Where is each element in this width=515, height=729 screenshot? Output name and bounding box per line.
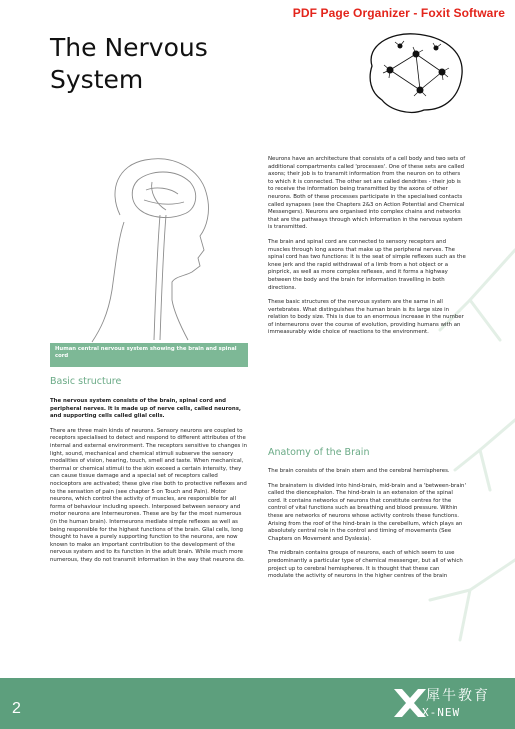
anatomy-heading: Anatomy of the Brain: [268, 447, 370, 458]
spinal-cord-paragraph: The brain and spinal cord are connected to sensory receptors and muscles through long axons that make up the peripheral nerves. The spinal cord has two functions: it is the seat of simple reflexes such as the knee jerk and the rapid withdrawal of a limb from a hot object or a pinprick, as well as more complex reflexes, and it forms a highway between the body and the brain for information travelling in both directions.: [268, 238, 466, 291]
logo-chinese-text: 犀牛教育: [426, 688, 490, 704]
vertebrates-paragraph: These basic structures of the nervous system are the same in all vertebrates. What distinguishes the human brain is its large size in relation to body size. This is due to an enormous increase in the number of interneurons over the course of evolution, providing humans with an immeasurably wide choice of reactions to the environment.: [268, 299, 464, 336]
anatomy-intro-paragraph: The brain consists of the brain stem and the cerebral hemispheres.: [268, 468, 450, 474]
title-line-2: System: [50, 65, 144, 94]
anatomy-text: [268, 468, 466, 588]
page-title: [50, 32, 208, 96]
app-banner: PDF Page Organizer - Foxit Software: [292, 6, 505, 20]
logo-english-text: X-NEW: [422, 706, 461, 719]
brain-neurons-illustration: [360, 26, 470, 116]
brainstem-paragraph: The brainstem is divided into hind-brain, mid-brain and a 'between-brain' called the diencephalon. The hind-brain is an extension of the spinal cord. It contains networks of neurons that constitute centres for the control of vital functions such as breathing and blood pressure. Within these are networks of neurons whose activity controls these functions. Arising from the roof of the hind-brain is the cerebellum, which plays an absolutely central role in the control and timing of movements (See Chapters on Movement and Dyslexia).: [268, 482, 466, 542]
left-column-text: [50, 398, 248, 571]
right-column-text: [268, 156, 466, 344]
midbrain-paragraph: The midbrain contains groups of neurons, each of which seem to use predominantly a particular type of chemical messenger, but all of which project up to cerebral hemispheres. It is thought that these can modulate the activity of neurons in the higher centres of the brain: [268, 550, 463, 580]
architecture-paragraph: Neurons have an architecture that consists of a cell body and two sets of additional compartments called 'processes'. One of these sets are called axons; their job is to transmit information from the neuron on to others to which it is connected. The other set are called dendrites - their job is to receive the information being transmitted by the axons of other neurons. Both of these processes participate in the specialised contacts called synapses (see the Chapters 2&3 on Action Potential and Chemical Messengers). Neurons are organised into complex chains and networks that are the pathways through which information in the nervous system is transmitted.: [268, 156, 466, 231]
figure-caption: Human central nervous system showing the brain and spinal cord: [50, 343, 248, 367]
basic-structure-heading: Basic structure: [50, 376, 122, 387]
neurons-paragraph: There are three main kinds of neurons. Sensory neurons are coupled to receptors specialised to detect and respond to different attributes of the internal and external environment. The receptors sensitive to changes in light, sound, mechanical and chemical stimuli subserve the sensory modalities of vision, hearing, touch, smell and taste. When mechanical, thermal or chemical stimuli to the skin exceed a certain intensity, they can cause tissue damage and a special set of receptors called nociceptors are activated; these give rise both to protective reflexes and to the sensation of pain (see chapter 5 on Touch and Pain). Motor neurons, which control the activity of muscles, are responsible for all forms of behaviour including speech. Interposed between sensory and motor neurons are Interneurones. These are by far the most numerous (in the human brain). Interneurons mediate simple reflexes as well as being responsible for the highest functions of the brain. Glial cells, long thought to have a purely supporting function to the neurons, are now known to make an important contribution to the development of the nervous system and to its function in the adult brain. While much more numerous, they do not transmit information in the way that neurons do.: [50, 427, 247, 563]
intro-paragraph: The nervous system consists of the brain, spinal cord and peripheral nerves. It is made up of nerve cells, called neurons, and supporting cells called glial cells.: [50, 398, 241, 420]
page-number: 2: [12, 700, 21, 717]
title-line-1: The Nervous: [50, 33, 208, 62]
